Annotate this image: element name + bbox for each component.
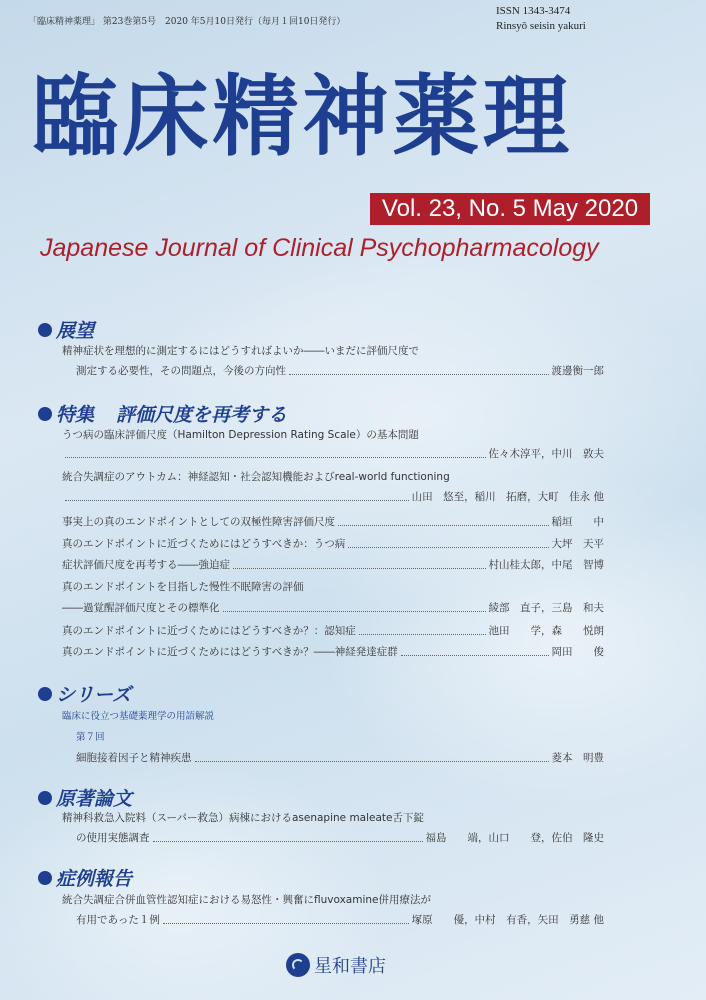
publisher-name: 星和書店 [314,956,386,977]
bullet-icon [38,687,52,701]
publication-info: 「臨床精神薬理」 第23巻第5号 2020 年5月10日発行（毎月１回10日発行） [28,17,346,27]
section-heading: シリーズ [38,680,131,707]
issn: ISSN 1343-3474 [496,5,571,17]
article-title: うつ病の臨床評価尺度（Hamilton Depression Rating Scale）の基本問題 [62,429,419,441]
author: 稲垣 中 [551,516,604,528]
toc-entry: 有用であった１例 塚原 優，中村 有香，矢田 勇慈 他 [76,914,604,926]
article-title: 統合失調症合併血管性認知症における易怒性・興奮にfluvoxamine併用療法が [62,894,431,906]
author: 綾部 直子，三島 和夫 [488,602,604,614]
section-case [38,864,132,891]
section-heading: 特集 評価尺度を再考する [38,400,287,427]
volume-badge: Vol. 23, No. 5 May 2020 [370,193,650,225]
bullet-icon [38,871,52,885]
toc-entry: 真のエンドポイントに近づくためにはどうすべきか？――神経発達症群 岡田 俊 [62,646,604,658]
toc-entry: ――過覚醒評価尺度とその標準化 綾部 直子，三島 和夫 [62,602,604,614]
leader-dots [65,499,409,501]
author: 渡邊衡一郎 [551,365,604,377]
publisher [286,952,386,978]
author: 菱本 明豊 [551,752,604,764]
leader-dots [153,840,423,842]
leader-dots [163,922,409,924]
leader-dots [401,654,549,656]
toc-entry: 真のエンドポイントに近づくためにはどうすべきか？：認知症 池田 学，森 悦朗 [62,625,604,637]
article-title: 真のエンドポイントを目指した慢性不眠障害の評価 [62,581,304,593]
leader-dots [359,633,486,635]
english-title: Japanese Journal of Clinical Psychopharmacology [40,234,599,262]
section-tenbo [38,316,94,343]
author: 岡田 俊 [551,646,604,658]
leader-dots [223,610,486,612]
section-original [38,784,132,811]
article-title: 精神科救急入院料（スーパー救急）病棟におけるasenapine maleate舌下錠 [62,812,424,824]
series-number: 第７回 [76,732,105,743]
section-heading: 原著論文 [38,784,132,811]
publisher-logo-icon [286,953,310,977]
section-heading: 展望 [38,316,94,343]
toc-entry [62,490,604,504]
author: 福島 端，山口 登，佐伯 隆史 [425,832,604,844]
article-title: 精神症状を理想的に測定するにはどうすればよいか――いまだに評価尺度で [62,345,419,357]
bullet-icon [38,323,52,337]
leader-dots [195,760,549,762]
article-title: 統合失調症のアウトカム：神経認知・社会認知機能およびreal-world functioning [62,471,450,483]
leader-dots [348,546,548,548]
author: 村山桂太郎，中尾 智博 [488,559,604,571]
author: 塚原 優，中村 有香，矢田 勇慈 他 [411,914,604,926]
journal-title: 臨床精神薬理 [32,65,573,168]
toc-entry: 真のエンドポイントに近づくためにはどうすべきか：うつ病 大坪 天平 [62,538,604,550]
toc-entry: 事実上の真のエンドポイントとしての双極性障害評価尺度 稲垣 中 [62,516,604,528]
issn-block [496,4,586,34]
toc-entry: 測定する必要性，その問題点，今後の方向性 渡邊衡一郎 [76,365,604,377]
leader-dots [289,373,549,375]
section-heading: 症例報告 [38,864,132,891]
bullet-icon [38,407,52,421]
author: 池田 学，森 悦朗 [488,625,604,637]
toc-entry: の使用実態調査 福島 端，山口 登，佐伯 隆史 [76,832,604,844]
section-tokushu [38,400,287,427]
feature-title: 評価尺度を再考する [116,404,288,426]
toc-entry [62,447,604,461]
author: 佐々木淳平，中川 敦夫 [488,448,604,460]
author: 大坪 天平 [551,538,604,550]
leader-dots [338,524,549,526]
leader-dots [233,567,486,569]
author: 山田 悠至，稲川 拓磨，大町 佳永 他 [411,491,604,503]
section-series [38,680,131,707]
series-name: 臨床に役立つ基礎薬理学の用語解説 [62,711,215,722]
romaji-title: Rinsyō seisin yakuri [496,20,586,32]
bullet-icon [38,791,52,805]
toc-entry: 細胞接着因子と精神疾患 菱本 明豊 [76,752,604,764]
toc-entry: 症状評価尺度を再考する――強迫症 村山桂太郎，中尾 智博 [62,559,604,571]
leader-dots [65,456,486,458]
